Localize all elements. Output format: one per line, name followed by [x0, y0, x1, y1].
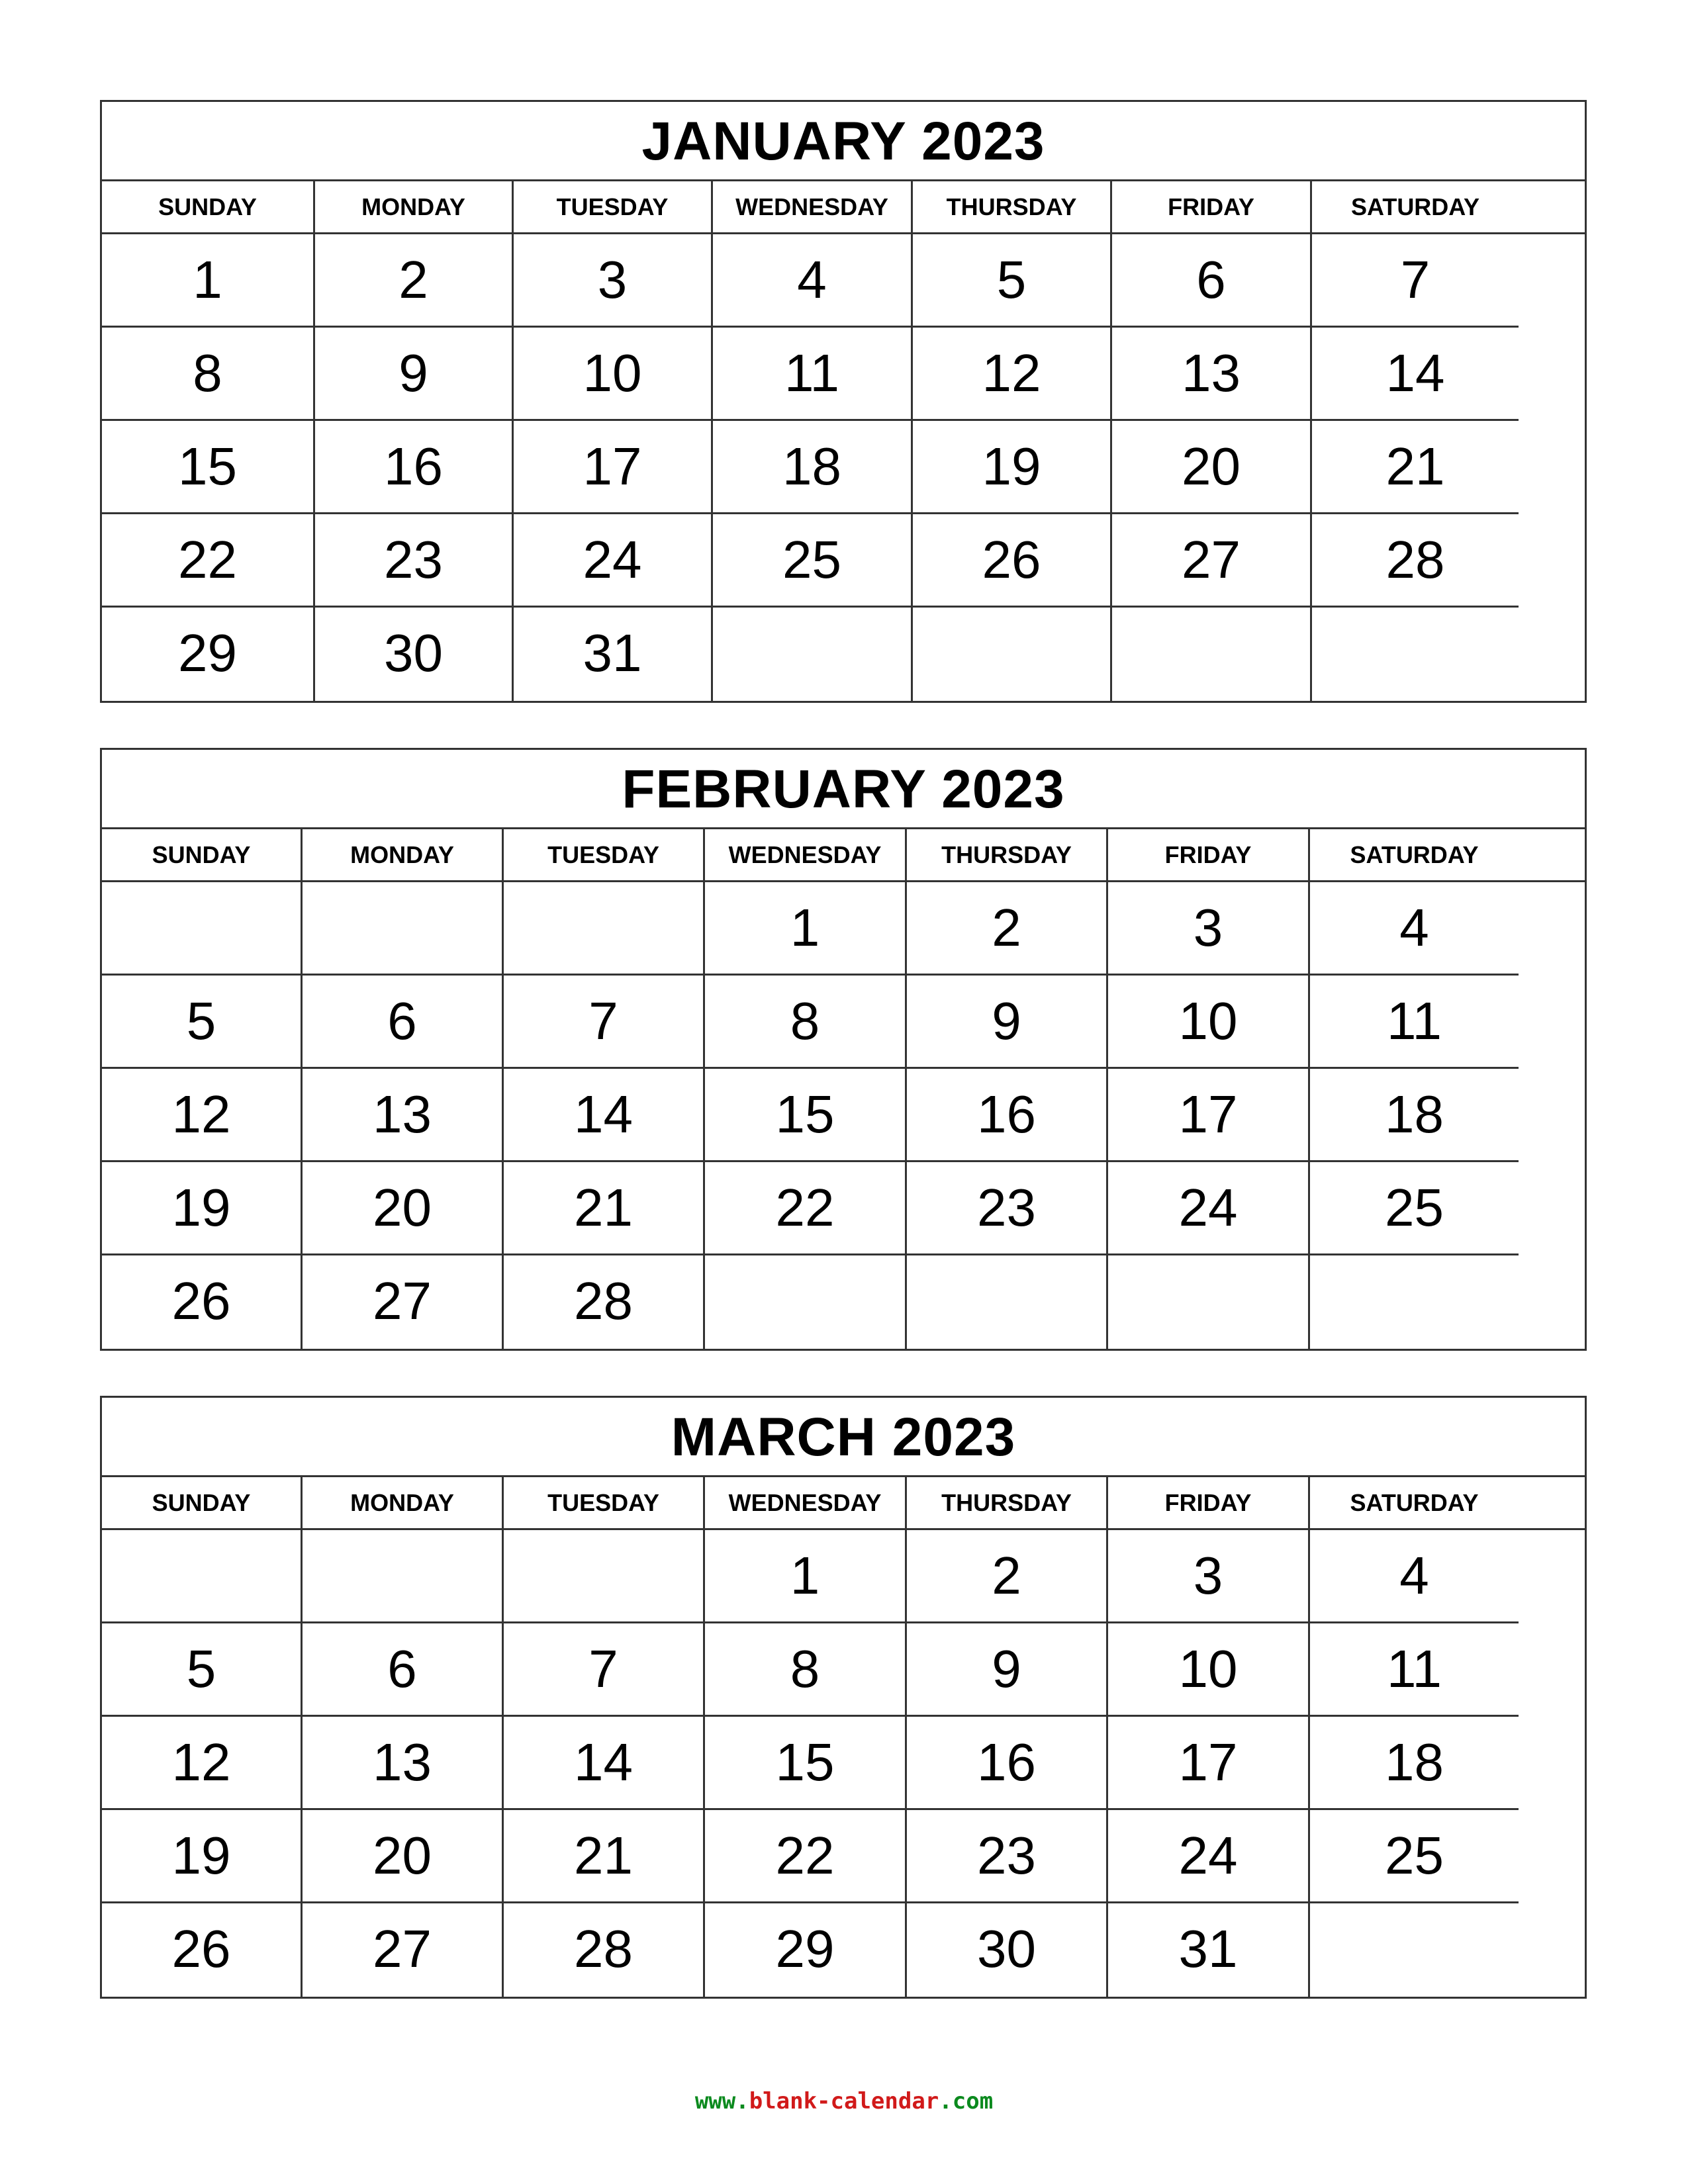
day-cell: 2 [315, 234, 514, 328]
day-cell: 23 [315, 514, 514, 608]
weekday-label-saturday: SATURDAY [1350, 841, 1479, 868]
empty-day-cell [705, 1255, 907, 1349]
empty-day-cell [102, 1530, 303, 1623]
day-cell: 25 [713, 514, 913, 608]
weekday-label-thursday: THURSDAY [907, 829, 1108, 880]
day-cell: 26 [102, 1903, 303, 1997]
calendar-month-january [100, 100, 1587, 703]
day-cell: 10 [1108, 976, 1310, 1069]
day-cell: 25 [1310, 1162, 1519, 1255]
day-cell: 4 [1310, 1530, 1519, 1623]
day-cell: 12 [102, 1717, 303, 1810]
day-cell: 20 [303, 1810, 504, 1903]
day-cell: 27 [303, 1903, 504, 1997]
day-cell: 5 [102, 1623, 303, 1717]
day-cell: 21 [1312, 421, 1519, 514]
day-cell: 15 [705, 1069, 907, 1162]
day-cell: 2 [907, 882, 1108, 976]
day-cell: 4 [1310, 882, 1519, 976]
weekday-label-tuesday: TUESDAY [504, 1477, 705, 1528]
day-cell: 11 [713, 328, 913, 421]
empty-day-cell [1112, 608, 1312, 701]
weekday-label-monday: MONDAY [303, 829, 504, 880]
empty-day-cell [1312, 608, 1519, 701]
day-cell: 16 [907, 1717, 1108, 1810]
day-cell: 13 [303, 1069, 504, 1162]
day-cell: 31 [1108, 1903, 1310, 1997]
weekday-label-monday: MONDAY [303, 1477, 504, 1528]
day-cell: 12 [102, 1069, 303, 1162]
day-cell: 1 [705, 1530, 907, 1623]
weekday-label-tuesday: TUESDAY [504, 829, 705, 880]
calendar-month-march [100, 1396, 1587, 1999]
weekday-label-monday: MONDAY [315, 181, 514, 232]
day-cell: 31 [514, 608, 713, 701]
day-cell: 14 [1312, 328, 1519, 421]
day-cell: 28 [504, 1255, 705, 1349]
day-cell: 20 [1112, 421, 1312, 514]
day-cell: 12 [913, 328, 1112, 421]
weekday-header-row [102, 181, 1585, 234]
weekday-label-saturday: SATURDAY [1350, 193, 1480, 220]
weekday-label-friday: FRIDAY [1108, 829, 1310, 880]
day-cell: 5 [102, 976, 303, 1069]
day-cell: 6 [303, 976, 504, 1069]
day-cell: 30 [315, 608, 514, 701]
day-cell: 5 [913, 234, 1112, 328]
empty-day-cell [1310, 1255, 1519, 1349]
day-cell: 19 [102, 1810, 303, 1903]
day-cell: 23 [907, 1162, 1108, 1255]
weekday-label-thursday: THURSDAY [913, 181, 1112, 232]
day-cell: 24 [1108, 1810, 1310, 1903]
day-cell: 22 [705, 1810, 907, 1903]
footer-domain: blank-calendar [749, 2088, 939, 2115]
day-cell: 1 [102, 234, 315, 328]
footer-prefix: www. [694, 2088, 749, 2115]
empty-day-cell [1108, 1255, 1310, 1349]
day-cell: 14 [504, 1069, 705, 1162]
day-grid [102, 1530, 1585, 1997]
day-cell: 14 [504, 1717, 705, 1810]
empty-day-cell [504, 1530, 705, 1623]
weekday-header-row [102, 829, 1585, 882]
weekday-label-sunday: SUNDAY [102, 829, 303, 880]
day-cell: 19 [913, 421, 1112, 514]
day-cell: 16 [907, 1069, 1108, 1162]
day-cell: 8 [102, 328, 315, 421]
day-cell: 18 [713, 421, 913, 514]
day-cell: 26 [913, 514, 1112, 608]
weekday-label-wednesday: WEDNESDAY [713, 181, 913, 232]
day-cell: 18 [1310, 1069, 1519, 1162]
day-cell: 21 [504, 1810, 705, 1903]
day-cell: 15 [102, 421, 315, 514]
day-cell: 3 [1108, 882, 1310, 976]
empty-day-cell [303, 882, 504, 976]
day-cell: 13 [303, 1717, 504, 1810]
day-cell: 3 [514, 234, 713, 328]
day-cell: 18 [1310, 1717, 1519, 1810]
day-cell: 7 [1312, 234, 1519, 328]
day-cell: 22 [705, 1162, 907, 1255]
day-cell: 15 [705, 1717, 907, 1810]
day-cell: 23 [907, 1810, 1108, 1903]
month-title: FEBRUARY 2023 [102, 750, 1585, 829]
weekday-label-wednesday: WEDNESDAY [705, 829, 907, 880]
weekday-label-tuesday: TUESDAY [514, 181, 713, 232]
day-cell: 17 [1108, 1717, 1310, 1810]
day-cell: 11 [1310, 1623, 1519, 1717]
empty-day-cell [1310, 1903, 1519, 1997]
weekday-label-sunday: SUNDAY [102, 181, 315, 232]
calendar-month-february [100, 748, 1587, 1351]
day-cell: 9 [907, 976, 1108, 1069]
day-grid [102, 234, 1585, 701]
day-cell: 19 [102, 1162, 303, 1255]
empty-day-cell [713, 608, 913, 701]
day-cell: 7 [504, 1623, 705, 1717]
day-cell: 22 [102, 514, 315, 608]
day-cell: 10 [514, 328, 713, 421]
day-cell: 21 [504, 1162, 705, 1255]
weekday-label-friday: FRIDAY [1112, 181, 1312, 232]
weekday-label-friday: FRIDAY [1108, 1477, 1310, 1528]
footer-suffix: .com [939, 2088, 994, 2115]
day-cell: 1 [705, 882, 907, 976]
day-cell: 20 [303, 1162, 504, 1255]
day-cell: 25 [1310, 1810, 1519, 1903]
empty-day-cell [303, 1530, 504, 1623]
day-cell: 8 [705, 1623, 907, 1717]
day-cell: 4 [713, 234, 913, 328]
day-cell: 24 [514, 514, 713, 608]
empty-day-cell [913, 608, 1112, 701]
day-cell: 16 [315, 421, 514, 514]
day-cell: 28 [504, 1903, 705, 1997]
day-cell: 7 [504, 976, 705, 1069]
day-cell: 28 [1312, 514, 1519, 608]
day-cell: 29 [102, 608, 315, 701]
day-cell: 6 [1112, 234, 1312, 328]
day-cell: 9 [315, 328, 514, 421]
month-title: MARCH 2023 [102, 1398, 1585, 1477]
empty-day-cell [907, 1255, 1108, 1349]
day-cell: 2 [907, 1530, 1108, 1623]
month-title: JANUARY 2023 [102, 102, 1585, 181]
empty-day-cell [102, 882, 303, 976]
footer-website-link[interactable] [0, 2088, 1688, 2115]
day-cell: 10 [1108, 1623, 1310, 1717]
day-cell: 13 [1112, 328, 1312, 421]
day-cell: 9 [907, 1623, 1108, 1717]
day-grid [102, 882, 1585, 1349]
day-cell: 26 [102, 1255, 303, 1349]
day-cell: 6 [303, 1623, 504, 1717]
day-cell: 29 [705, 1903, 907, 1997]
day-cell: 24 [1108, 1162, 1310, 1255]
day-cell: 3 [1108, 1530, 1310, 1623]
day-cell: 30 [907, 1903, 1108, 1997]
weekday-label-wednesday: WEDNESDAY [705, 1477, 907, 1528]
day-cell: 17 [1108, 1069, 1310, 1162]
day-cell: 11 [1310, 976, 1519, 1069]
day-cell: 17 [514, 421, 713, 514]
weekday-label-sunday: SUNDAY [102, 1477, 303, 1528]
empty-day-cell [504, 882, 705, 976]
day-cell: 8 [705, 976, 907, 1069]
weekday-label-thursday: THURSDAY [907, 1477, 1108, 1528]
weekday-header-row [102, 1477, 1585, 1530]
day-cell: 27 [1112, 514, 1312, 608]
weekday-label-saturday: SATURDAY [1350, 1489, 1479, 1516]
day-cell: 27 [303, 1255, 504, 1349]
